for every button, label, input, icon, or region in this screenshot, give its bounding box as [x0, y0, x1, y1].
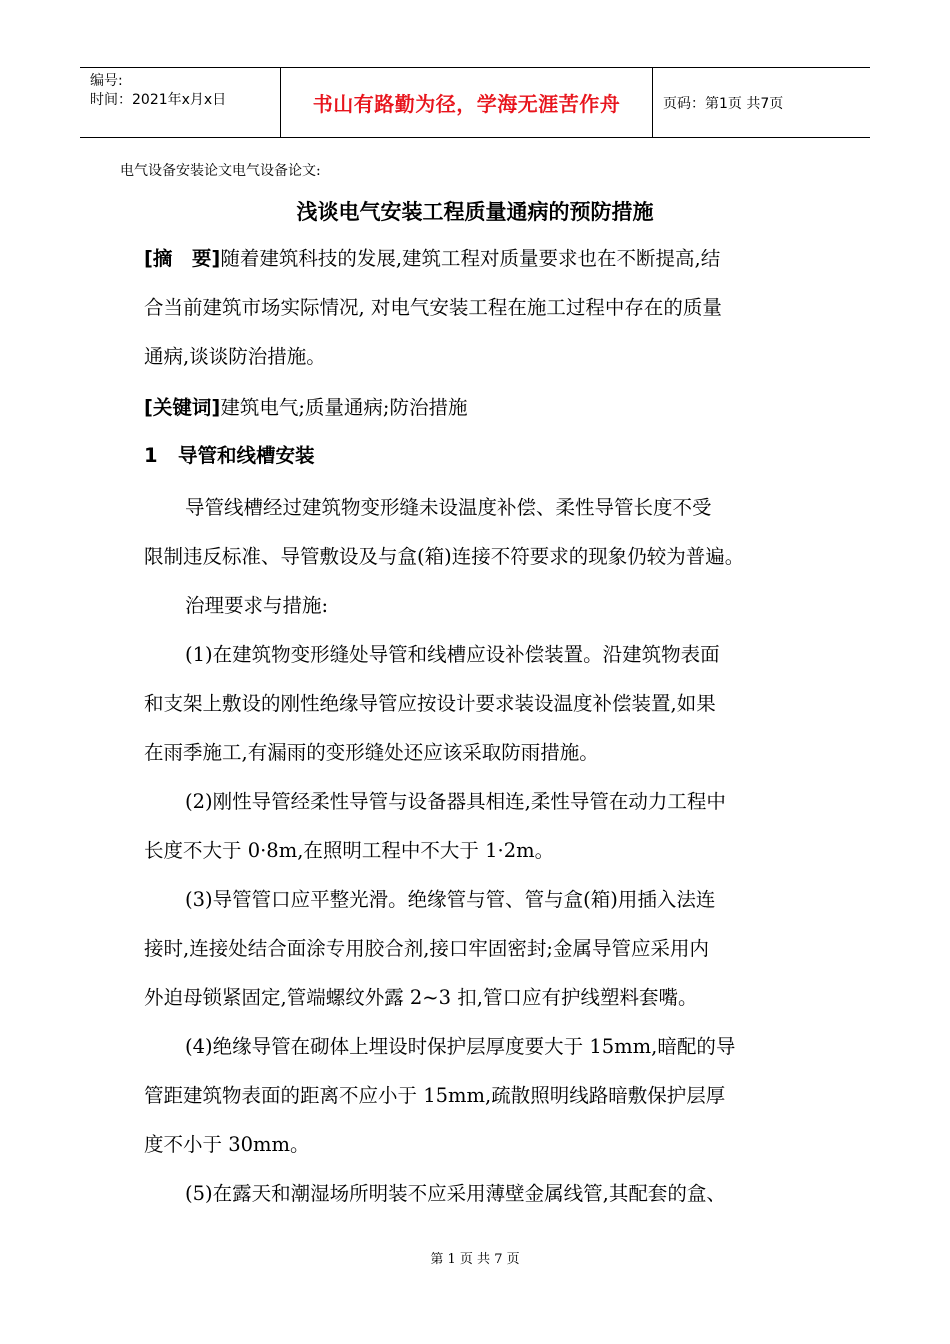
- paragraph-line: 导管线槽经过建筑物变形缝未设温度补偿、柔性导管长度不受: [185, 496, 712, 519]
- paragraph-line: (3)导管管口应平整光滑。绝缘管与管、管与盒(箱)用插入法连: [185, 888, 716, 911]
- paragraph-line: (1)在建筑物变形缝处导管和线槽应设补偿装置。沿建筑物表面: [185, 643, 720, 666]
- document-category: 电气设备安装论文电气设备论文:: [120, 163, 321, 179]
- paragraph-line: 治理要求与措施:: [185, 594, 329, 617]
- page-footer: 第 1 页 共 7 页: [430, 1252, 520, 1267]
- abstract-line-2: 合当前建筑市场实际情况, 对电气安装工程在施工过程中存在的质量: [144, 296, 722, 319]
- header-left-cell: [80, 68, 280, 137]
- paragraph-line: 外迫母锁紧固定,管端螺纹外露 2~3 扣,管口应有护线塑料套嘴。: [144, 986, 698, 1009]
- abstract-label: [摘 要]: [144, 247, 221, 270]
- header-motto: 书山有路勤为径，学海无涯苦作舟: [312, 92, 621, 116]
- body-paragraphs: [144, 483, 809, 1218]
- abstract-block: [144, 234, 809, 381]
- section-number: 1: [144, 444, 158, 467]
- keywords-line: [144, 383, 809, 432]
- paragraph-line: (5)在露天和潮湿场所明装不应采用薄壁金属线管,其配套的盒、: [185, 1182, 726, 1205]
- paragraph-line: 接时,连接处结合面涂专用胶合剂,接口牢固密封;金属导管应采用内: [144, 937, 709, 960]
- paragraph-line: (4)绝缘导管在砌体上埋设时保护层厚度要大于 15mm,暗配的导: [185, 1035, 736, 1058]
- keywords-text: 建筑电气;质量通病;防治措施: [220, 396, 468, 419]
- paragraph-line: 和支架上敷设的刚性绝缘导管应按设计要求装设温度补偿装置,如果: [144, 692, 716, 715]
- paragraph-line: 限制违反标准、导管敷设及与盒(箱)连接不符要求的现象仍较为普遍。: [144, 545, 745, 568]
- document-time-label: 时间：2021年x月x日: [90, 92, 227, 108]
- document-title: 浅谈电气安装工程质量通病的预防措施: [296, 200, 654, 224]
- paragraph-line: 管距建筑物表面的距离不应小于 15mm,疏散照明线路暗敷保护层厚: [144, 1084, 726, 1107]
- paragraph-line: (2)刚性导管经柔性导管与设备器具相连,柔性导管在动力工程中: [185, 790, 726, 813]
- abstract-text-1: 随着建筑科技的发展,建筑工程对质量要求也在不断提高,结: [220, 247, 721, 270]
- paragraph-line: 长度不大于 0·8m,在照明工程中不大于 1·2m。: [144, 839, 555, 862]
- header-middle-cell: [280, 68, 653, 137]
- abstract-line-3: 通病,谈谈防治措施。: [144, 345, 326, 368]
- header-table: [80, 67, 870, 138]
- keywords-label: [关键词]: [144, 396, 221, 419]
- paragraph-line: 在雨季施工,有漏雨的变形缝处还应该采取防雨措施。: [144, 741, 599, 764]
- header-right-cell: [653, 68, 870, 137]
- abstract-line-1: [144, 234, 809, 283]
- section-title: 导管和线槽安装: [178, 444, 315, 467]
- header-page-info: 页码：第1页 共7页: [663, 95, 784, 112]
- paragraph-line: 度不小于 30mm。: [144, 1133, 310, 1156]
- document-number-label: 编号:: [90, 73, 123, 89]
- section-heading: [144, 440, 315, 468]
